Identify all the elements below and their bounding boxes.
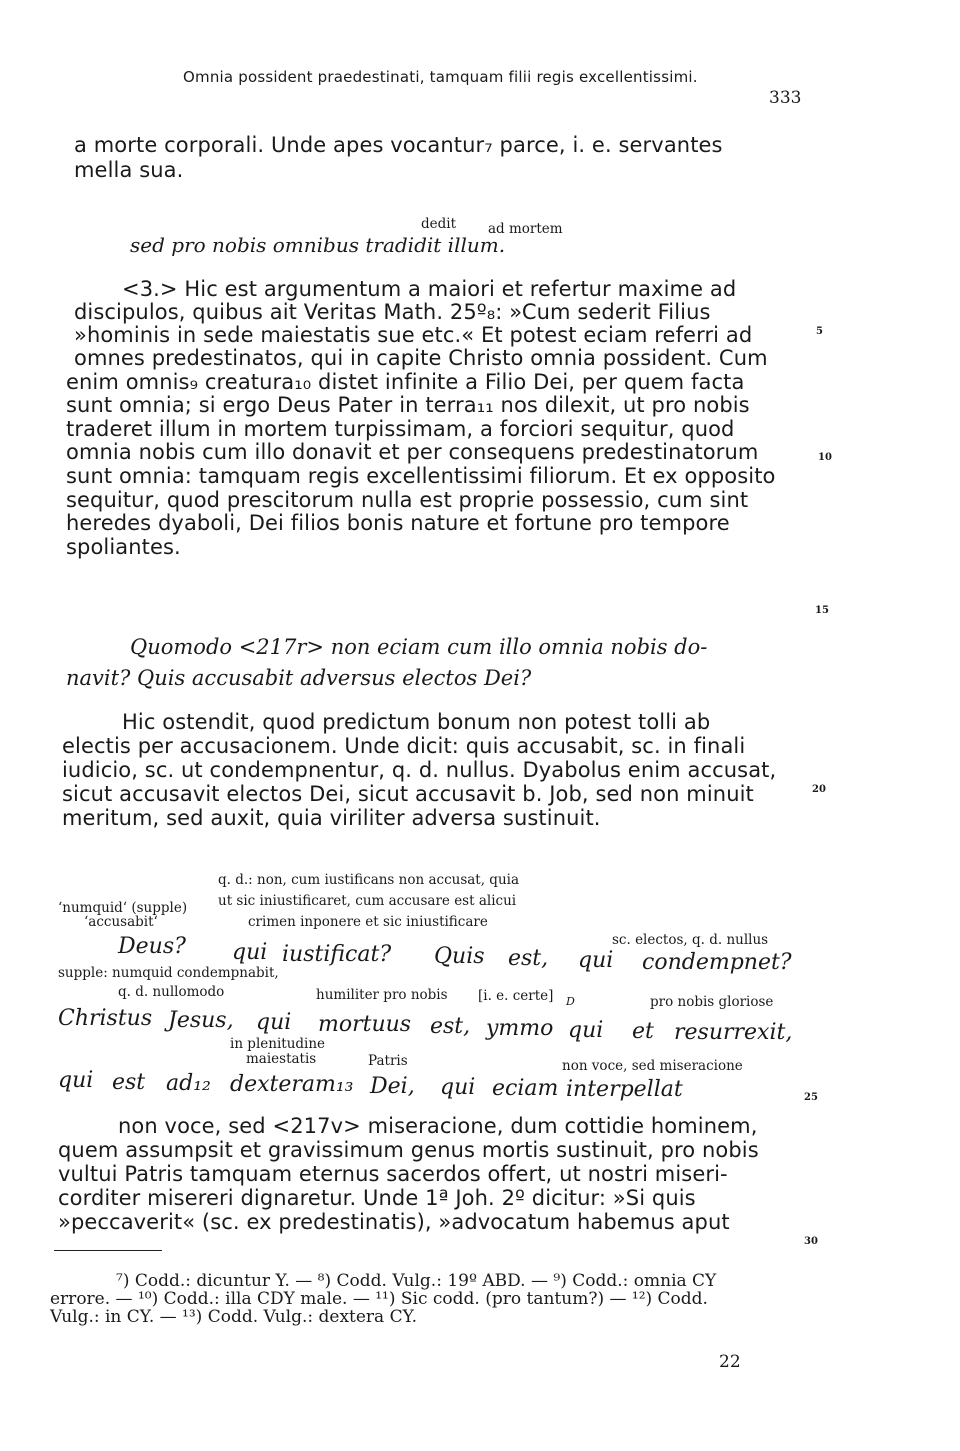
text-line: non voce, sed <217v> miseracione, dum cottidie hominem, [118, 1114, 758, 1138]
lemma-word: resurrexit, [674, 1020, 793, 1045]
text-line: meritum, sed auxit, quia viriliter adversa sustinuit. [62, 806, 601, 830]
running-title: Omnia possident praedestinati, tamquam filii regis excellentissimi. [183, 68, 698, 86]
gloss: ‘accusabit‘ [84, 914, 158, 930]
lemma-word: est, [430, 1014, 471, 1039]
text-line: electis per accusacionem. Unde dicit: quis accusabit, sc. in finali [62, 734, 746, 758]
lemma-text: sed pro nobis omnibus tradidit illum. [130, 233, 506, 257]
text-line: omnes predestinatos, qui in capite Christo omnia possident. Cum [74, 346, 768, 370]
gloss: Patris [368, 1053, 408, 1069]
text-line: Hic ostendit, quod predictum bonum non potest tolli ab [122, 710, 711, 734]
line-number: 5 [816, 326, 823, 337]
signature-mark: 22 [719, 1352, 741, 1372]
lemma-word: Quis [434, 944, 485, 969]
lemma-word: mortuus [318, 1012, 412, 1037]
footnote-rule [54, 1250, 162, 1251]
lemma-word: qui [578, 948, 614, 973]
page-number: 333 [769, 88, 802, 108]
gloss: q. d.: non, cum iustificans non accusat, quia [218, 872, 520, 888]
lemma-word: qui [256, 1010, 292, 1035]
gloss: crimen inponere et sic iniustificare [248, 914, 488, 930]
text-line: omnia nobis cum illo donavit et per consequens predestinatorum [66, 440, 759, 464]
gloss: ut sic iniustificaret, cum accusare est alicui [218, 893, 517, 909]
footnote-line: ⁷) Codd.: dicuntur Y. — ⁸) Codd. Vulg.: 19º ABD. — ⁹) Codd.: omnia CY [116, 1271, 717, 1291]
footnote-line: errore. — ¹⁰) Codd.: illa CDY male. — ¹¹) Sic codd. (pro tantum?) — ¹²) Codd. [50, 1289, 708, 1309]
gloss: q. d. nullomodo [118, 984, 225, 1000]
text-line: heredes dyaboli, Dei filios bonis nature et fortune pro tempore [66, 511, 730, 535]
footnote-line: Vulg.: in CY. — ¹³) Codd. Vulg.: dextera CY. [50, 1307, 418, 1327]
lemma-word: interpellat [566, 1077, 683, 1102]
gloss: humiliter pro nobis [316, 987, 448, 1003]
lemma-word: Deus? [118, 934, 186, 959]
lemma-word: Jesus, [168, 1008, 234, 1033]
text-line: sunt omnia: tamquam regis excellentissimi filiorum. Et ex opposito [66, 464, 776, 488]
lemma-line: navit? Quis accusabit adversus electos Dei? [66, 666, 532, 690]
lemma-word: condempnet? [642, 950, 792, 975]
text-line: »hominis in sede maiestatis sue etc.« Et potest eciam referri ad [74, 323, 753, 347]
text-line: spoliantes. [66, 535, 181, 559]
gloss: ‘numquid‘ (supple) [58, 900, 188, 916]
text-line: quem assumpsit et gravissimum genus mortis sustinuit, pro nobis [58, 1138, 759, 1162]
gloss-siglum: D [566, 995, 575, 1008]
text-line: <3.> Hic est argumentum a maiori et refertur maxime ad [122, 277, 737, 301]
gloss: maiestatis [246, 1051, 317, 1067]
gloss: sc. electos, q. d. nullus [612, 932, 769, 948]
text-line: a morte corporali. Unde apes vocantur₇ parce, i. e. servantes [74, 133, 723, 157]
text-line: mella sua. [74, 158, 184, 182]
text-line: sequitur, quod prescitorum nulla est proprie possessio, cum sint [66, 488, 749, 512]
lemma-word: qui [232, 940, 268, 965]
lemma-word: qui [440, 1075, 476, 1100]
gloss-ad-mortem: ad mortem [488, 221, 563, 237]
text-line: sunt omnia; si ergo Deus Pater in terra₁₁ nos dilexit, ut pro nobis [66, 393, 750, 417]
lemma-word: qui [568, 1018, 604, 1043]
lemma-word: ad₁₂ [166, 1071, 211, 1096]
lemma-word: et [632, 1019, 654, 1044]
gloss-dedit: dedit [421, 216, 457, 232]
line-number: 30 [804, 1236, 818, 1247]
lemma-word: dexteram₁₃ [230, 1072, 354, 1097]
lemma-word: qui [58, 1068, 94, 1093]
gloss: pro nobis gloriose [650, 994, 774, 1010]
line-number: 25 [804, 1092, 818, 1103]
line-number: 20 [812, 784, 826, 795]
lemma-word: eciam [492, 1076, 559, 1101]
text-line: »peccaverit« (sc. ex predestinatis), »advocatum habemus aput [58, 1210, 730, 1234]
text-line: sicut accusavit electos Dei, sicut accusavit b. Job, sed non minuit [62, 782, 754, 806]
lemma-word: Dei, [370, 1074, 415, 1099]
gloss: supple: numquid condempnabit, [58, 965, 279, 981]
lemma-word: Christus [58, 1006, 153, 1031]
line-number: 15 [815, 605, 829, 616]
text-line: vultui Patris tamquam eternus sacerdos offert, ut nostri miseri- [58, 1162, 728, 1186]
text-line: iudicio, sc. ut condempnentur, q. d. nullus. Dyabolus enim accusat, [62, 758, 777, 782]
text-line: enim omnis₉ creatura₁₀ distet infinite a Filio Dei, per quem facta [66, 370, 745, 394]
text-line: discipulos, quibus ait Veritas Math. 25º₈: »Cum sederit Filius [74, 300, 711, 324]
gloss: [i. e. certe] [478, 988, 554, 1004]
text-line: traderet illum in mortem turpissimam, a forciori sequitur, quod [66, 417, 735, 441]
lemma-word: est [112, 1070, 146, 1095]
gloss: non voce, sed miseracione [562, 1058, 743, 1074]
lemma-word: est, [508, 946, 549, 971]
lemma-word: iustificat? [282, 942, 392, 967]
line-number: 10 [818, 452, 832, 463]
lemma-line: Quomodo <217r> non eciam cum illo omnia nobis do- [130, 635, 708, 659]
text-line: corditer misereri dignaretur. Unde 1ª Joh. 2º dicitur: »Si quis [58, 1186, 696, 1210]
gloss: in plenitudine [230, 1036, 326, 1052]
lemma-word: ymmo [486, 1016, 554, 1041]
